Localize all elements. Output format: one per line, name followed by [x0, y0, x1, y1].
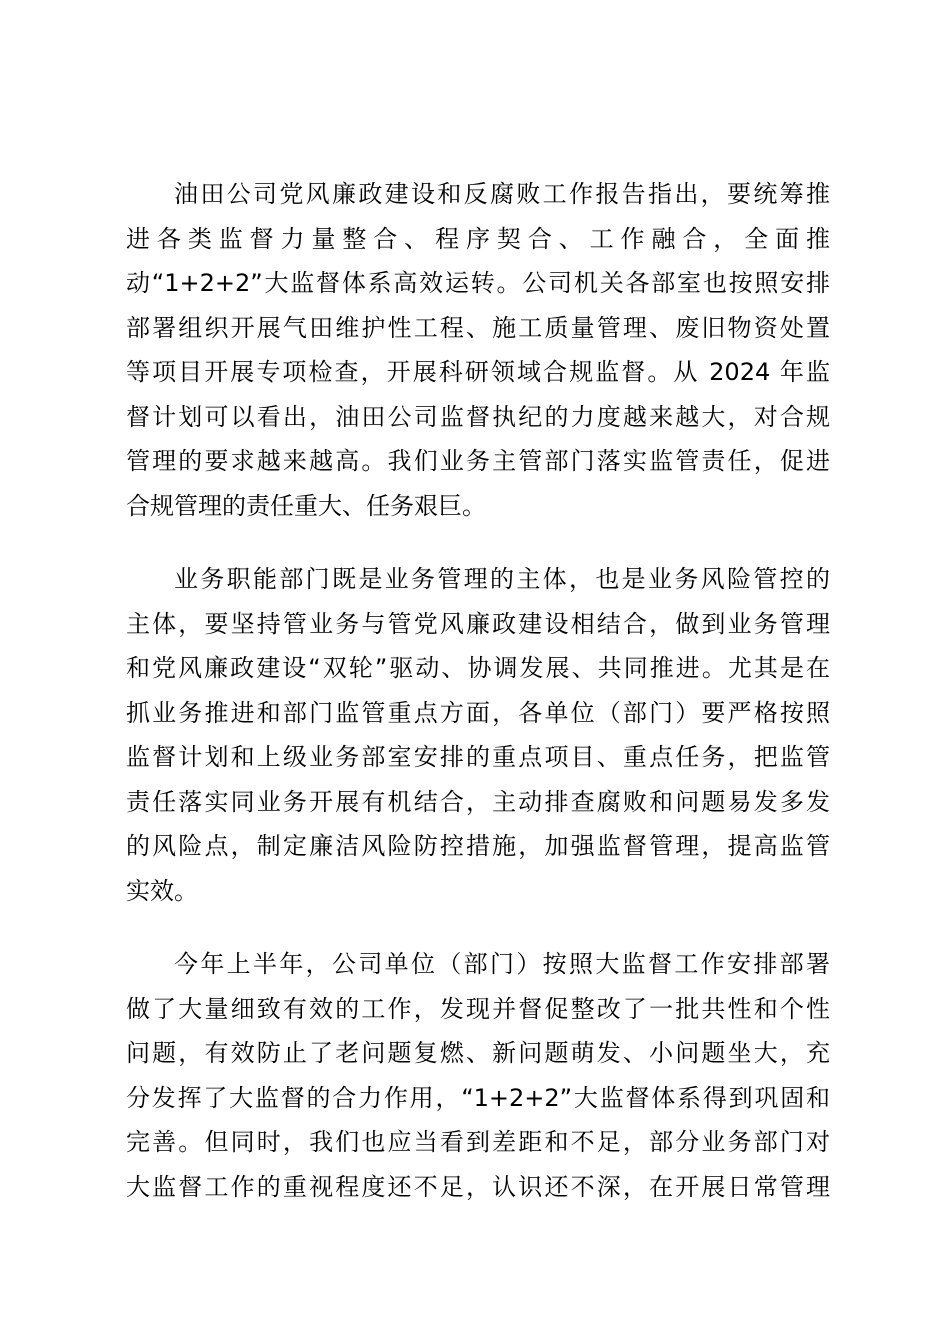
paragraph-line: 分发挥了大监督的合力作用，“1+2+2”大监督体系得到巩固和 — [126, 1083, 830, 1112]
paragraph-line: 进各类监督力量整合、程序契合、工作融合，全面推 — [126, 224, 830, 253]
paragraph-line: 动“1+2+2”大监督体系高效运转。公司机关各部室也按照安排 — [126, 269, 830, 297]
paragraph-line: 的风险点，制定廉洁风险防控措施，加强监督管理，提高监管 — [126, 832, 830, 860]
paragraph-line: 做了大量细致有效的工作，发现并督促整改了一批共性和个性 — [126, 994, 830, 1023]
paragraph-line: 等项目开展专项检查，开展科研领域合规监督。从 2024 年监 — [126, 358, 830, 386]
paragraph-2 — [126, 557, 830, 913]
paragraph-1 — [126, 172, 830, 528]
paragraph-line: 督计划可以看出，油田公司监督执纪的力度越来越大，对合规 — [126, 402, 830, 431]
paragraph-line: 主体，要坚持管业务与管党风廉政建设相结合，做到业务管理 — [126, 609, 830, 638]
paragraph-line: 抓业务推进和部门监管重点方面，各单位（部门）要严格按照 — [126, 698, 830, 727]
paragraph-line: 管理的要求越来越高。我们业务主管部门落实监管责任，促进 — [126, 447, 830, 475]
paragraph-line: 责任落实同业务开展有机结合，主动排查腐败和问题易发多发 — [126, 787, 830, 816]
paragraph-line: 大监督工作的重视程度还不足，认识还不深，在开展日常管理 — [126, 1172, 830, 1201]
paragraph-line: 今年上半年，公司单位（部门）按照大监督工作安排部署 — [174, 950, 830, 978]
paragraph-line: 油田公司党风廉政建设和反腐败工作报告指出，要统筹推 — [174, 180, 830, 208]
paragraph-line: 完善。但同时，我们也应当看到差距和不足，部分业务部门对 — [126, 1128, 830, 1156]
paragraph-line: 业务职能部门既是业务管理的主体，也是业务风险管控的 — [174, 565, 830, 593]
paragraph-line: 监督计划和上级业务部室安排的重点项目、重点任务，把监管 — [126, 743, 830, 771]
paragraph-line: 问题，有效防止了老问题复燃、新问题萌发、小问题坐大，充 — [126, 1039, 830, 1067]
paragraph-line: 和党风廉政建设“双轮”驱动、协调发展、共同推进。尤其是在 — [126, 654, 830, 682]
document-body — [126, 172, 830, 1238]
paragraph-line: 部署组织开展气田维护性工程、施工质量管理、废旧物资处置 — [126, 313, 830, 342]
paragraph-line: 合规管理的责任重大、任务艰巨。 — [126, 491, 486, 520]
paragraph-line: 实效。 — [126, 876, 198, 905]
paragraph-3 — [126, 942, 830, 1209]
